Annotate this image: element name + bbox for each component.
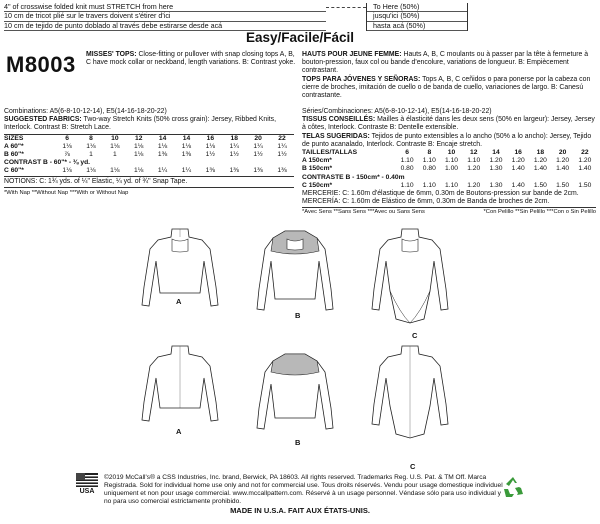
- copyright-notice: ©2019 McCall's® a CSS Industries, Inc. brand, Berwick, PA 18603. All rights reserved. Trademarks Reg. U.S. Pat. & TM Off. Marca Registrada. Sold for individual home use only and not for commercial use. Tous droits réservés. Vendu pour usage domestique individuel uniquement et non pour usage commercial. www.mccallpattern.com. Réservé à un usage personnel. Véndase sólo para uso individual y no para uso comercial estrictamente prohibido.: [104, 474, 503, 505]
- french-yardage-cell: 1.50: [578, 181, 592, 189]
- french-yardage-label: CONTRASTE B - 150cm* - 0.40m: [302, 173, 405, 181]
- gauge-line-es: 10 cm de tejido de punto doblado al través debe estirarse desde acá: [4, 22, 326, 31]
- french-spanish-description: [302, 51, 596, 100]
- figure-label-front-a: A: [176, 297, 182, 306]
- figure-label-front-c: C: [412, 331, 418, 340]
- french-yardage-cell: 0.80: [400, 165, 414, 173]
- french-size-header: 16: [514, 149, 522, 157]
- english-description: [86, 51, 296, 67]
- english-yardage-cell: 1⅛: [86, 142, 96, 150]
- made-in-usa: MADE IN U.S.A. FAIT AUX ÉTATS-UNIS.: [230, 506, 370, 515]
- english-yardage-cell: 1½: [277, 151, 287, 159]
- sketch-back-b: [255, 350, 335, 432]
- english-size-header: 18: [230, 134, 238, 142]
- english-yardage-label: CONTRAST B - 60"* - ⅜ yd.: [4, 159, 91, 167]
- gauge-instructions: [4, 3, 326, 31]
- english-nap-note: *With Nap **Without Nap ***With or Without Nap: [4, 189, 129, 196]
- french-yardage-cell: 1.20: [556, 157, 570, 165]
- english-yardage-cell: 1½: [253, 151, 263, 159]
- french-yardage-cell: 1.40: [511, 165, 525, 173]
- french-fabrics-text: Mailles à élasticité dans les deux sens (50% en largeur): Jersey, Jersey à côtes, Interlock. Contraste B: Dentelle extensible.: [302, 116, 595, 132]
- french-yardage-cell: 1.30: [489, 181, 503, 189]
- sketch-front-c: [370, 227, 450, 327]
- english-yardage-cell: 1: [112, 151, 117, 159]
- english-yardage-section: [4, 108, 294, 197]
- spanish-description-text: Tops A, B, C ceñidos o para ponerse por la cabeza con cierre de broches, imitación de cuello o de banda de cuello, variaciones de largo. B: Canesú contrastante.: [302, 75, 591, 100]
- english-yardage-cell: 1⅛: [110, 142, 120, 150]
- english-fabrics-label: SUGGESTED FABRICS:: [4, 116, 82, 124]
- french-size-header: 22: [581, 149, 589, 157]
- stretch-gauge: [4, 3, 596, 29]
- english-size-header: SIZES: [4, 134, 24, 142]
- french-yardage-cell: 1.10: [400, 157, 414, 165]
- french-yardage-cell: 0.80: [422, 165, 436, 173]
- english-yardage-cell: 1¼: [277, 142, 287, 150]
- figure-label-front-b: B: [295, 311, 301, 320]
- spanish-title: TOPS PARA JÓVENES Y SEÑORAS:: [302, 75, 421, 83]
- french-yardage-cell: 1.40: [511, 181, 525, 189]
- english-size-header: 8: [89, 134, 93, 142]
- french-yardage-cell: 1.20: [489, 157, 503, 165]
- figure-label-back-c: C: [410, 462, 416, 471]
- french-yardage-table: [302, 149, 596, 190]
- gauge-target-en: To Here (50%): [367, 3, 467, 12]
- spanish-merceria: MERCERÍA: C: 1.60m de Elástico de 6mm, 0.30m de Banda de broches de 2cm.: [302, 198, 550, 206]
- english-size-header: 6: [65, 134, 69, 142]
- french-size-header: 18: [536, 149, 545, 157]
- english-notions: NOTIONS: C: 1¾ yds. of ¼" Elastic, ¼ yd. of ¾" Snap Tape.: [4, 177, 188, 185]
- french-yardage-cell: 1.00: [445, 165, 459, 173]
- english-yardage-cell: 1⅜: [253, 167, 263, 175]
- french-yardage-cell: 1.40: [578, 165, 592, 173]
- french-yardage-cell: 1.10: [400, 181, 414, 189]
- english-yardage-cell: 1⅜: [181, 151, 192, 159]
- english-yardage-cell: 1⅜: [229, 167, 239, 175]
- english-yardage-label: B 60"*: [4, 151, 24, 159]
- gauge-target-es: hasta acá (50%): [367, 22, 467, 31]
- english-title: MISSES' TOPS:: [86, 51, 137, 58]
- english-description-text: Close-fitting or pullover with snap closing tops A, B, C have mock collar or neckband, length variations. B: Contrast yoke.: [86, 51, 296, 67]
- english-yardage-cell: 1⅛: [157, 142, 168, 150]
- english-yardage-label: A 60"*: [4, 142, 24, 150]
- french-yardage-cell: 1.10: [422, 181, 436, 189]
- english-yardage-cell: 1⅛: [181, 142, 192, 150]
- french-yardage-cell: 1.10: [445, 157, 459, 165]
- pattern-number: M8003: [6, 52, 76, 77]
- french-size-header: 12: [470, 149, 478, 157]
- french-combinations: Séries/Combinaciones: A5(6-8-10-12-14), E5(14-16-18-20-22): [302, 108, 492, 115]
- gauge-target: [366, 3, 468, 31]
- english-size-header: 20: [254, 134, 262, 142]
- english-yardage-cell: 1⅜: [157, 151, 168, 159]
- recycle-icon: [500, 474, 526, 500]
- sketch-front-b: [255, 227, 335, 313]
- english-yardage-cell: 1⅜: [205, 167, 215, 175]
- french-yardage-cell: 1.20: [467, 165, 481, 173]
- french-fabrics-label: TISSUS CONSEILLÉS:: [302, 116, 376, 124]
- difficulty-heading: Easy/Facile/Fácil: [245, 30, 355, 45]
- french-yardage-cell: 1.50: [533, 181, 547, 189]
- spanish-nap-note: *Con Pelillo **Sin Pelillo ***Con o Sin Pelillo: [483, 209, 596, 216]
- sketch-back-c: [370, 344, 450, 444]
- french-yardage-section: [302, 108, 596, 215]
- english-yardage-cell: 1¼: [229, 142, 239, 150]
- english-size-header: 16: [206, 134, 215, 142]
- english-size-header: 12: [134, 134, 143, 142]
- english-yardage-cell: ⅞: [64, 151, 70, 159]
- english-yardage-cell: 1½: [229, 151, 239, 159]
- gauge-stretch-line: [326, 7, 366, 8]
- english-yardage-cell: 1¼: [181, 167, 192, 175]
- french-size-header: 10: [447, 149, 456, 157]
- french-yardage-cell: 1.30: [489, 165, 503, 173]
- english-combinations: Combinations: A5(6-8-10-12-14), E5(14-16-18-20-22): [4, 108, 167, 115]
- french-yardage-cell: 1.20: [533, 157, 547, 165]
- french-yardage-label: B 150cm*: [302, 165, 333, 173]
- french-yardage-label: A 150cm*: [302, 157, 332, 165]
- english-yardage-cell: 1⅜: [277, 167, 287, 175]
- french-yardage-cell: 1.40: [556, 165, 570, 173]
- french-yardage-cell: 1.20: [467, 181, 481, 189]
- english-yardage-cell: 1¼: [157, 167, 168, 175]
- english-size-header: 22: [278, 134, 286, 142]
- french-mercerie: MERCERIE: C: 1.60m d'élastique de 6mm, 0.30m de Boutons-pression sur bande de 2cm.: [302, 190, 579, 198]
- english-yardage-cell: 1⅛: [62, 142, 72, 150]
- french-yardage-cell: 1.10: [445, 181, 459, 189]
- french-yardage-cell: 1.50: [556, 181, 570, 189]
- french-size-header: 6: [405, 149, 409, 157]
- gauge-line-fr: 10 cm de tricot plié sur le travers doivent s'étirer d'ici: [4, 12, 326, 21]
- french-yardage-cell: 1.40: [533, 165, 547, 173]
- english-yardage-label: C 60"*: [4, 167, 24, 175]
- figure-label-back-b: B: [295, 438, 301, 447]
- english-yardage-cell: 1⅛: [110, 167, 120, 175]
- english-yardage-cell: 1⅛: [86, 167, 96, 175]
- french-yardage-label: C 150cm*: [302, 181, 333, 189]
- french-size-header: 20: [558, 149, 567, 157]
- figure-label-back-a: A: [176, 427, 182, 436]
- english-yardage-table: [4, 135, 294, 176]
- french-nap-note: *Avec Sens **Sans Sens ***Avec ou Sans Sens: [302, 209, 425, 216]
- gauge-target-fr: jusqu'ici (50%): [367, 12, 467, 21]
- english-yardage-cell: 1⅛: [205, 142, 215, 150]
- french-size-header: 14: [492, 149, 500, 157]
- french-yardage-cell: 1.10: [422, 157, 436, 165]
- french-yardage-cell: 1.20: [511, 157, 525, 165]
- english-yardage-cell: 1½: [205, 151, 215, 159]
- english-yardage-cell: 1: [89, 151, 93, 159]
- usa-label: USA: [79, 488, 95, 495]
- spanish-fabrics-text: Tejidos de punto extensibles a lo ancho (50% a lo ancho): Jersey, Tejido de punto acanalado, Interlock. Contraste B: Encaje stretch.: [302, 132, 592, 148]
- french-yardage-cell: 1.20: [578, 157, 592, 165]
- english-fabrics-text: Two-way Stretch Knits (50% cross grain): Jersey, Ribbed Knits, Interlock. Contrast B: Stretch Lace.: [4, 116, 277, 132]
- french-size-header: 8: [427, 149, 432, 157]
- english-size-header: 10: [111, 134, 119, 142]
- english-yardage-cell: 1¼: [253, 142, 263, 150]
- spanish-fabrics-label: TELAS SUGERIDAS:: [302, 132, 370, 140]
- sketch-back-a: [140, 344, 220, 424]
- gauge-line-en: 4" of crosswise folded knit must STRETCH from here: [4, 3, 326, 12]
- french-yardage-cell: 1.10: [467, 157, 481, 165]
- english-size-header: 14: [182, 134, 191, 142]
- french-description-text: Hauts A, B, C moulants ou à passer par la tête à fermeture à bouton-pression, faux col ou bande d'encolure, variations de longueur. B: Empiècement contrastant.: [302, 51, 589, 75]
- english-yardage-cell: 1⅛: [134, 167, 144, 175]
- french-title: HAUTS POUR JEUNE FEMME:: [302, 51, 402, 58]
- english-yardage-cell: 1⅛: [62, 167, 72, 175]
- english-yardage-cell: 1⅛: [134, 142, 144, 150]
- english-yardage-cell: 1⅛: [134, 151, 144, 159]
- english-size-header: 14: [158, 134, 167, 142]
- french-size-header: TAILLES/TALLAS: [302, 149, 358, 157]
